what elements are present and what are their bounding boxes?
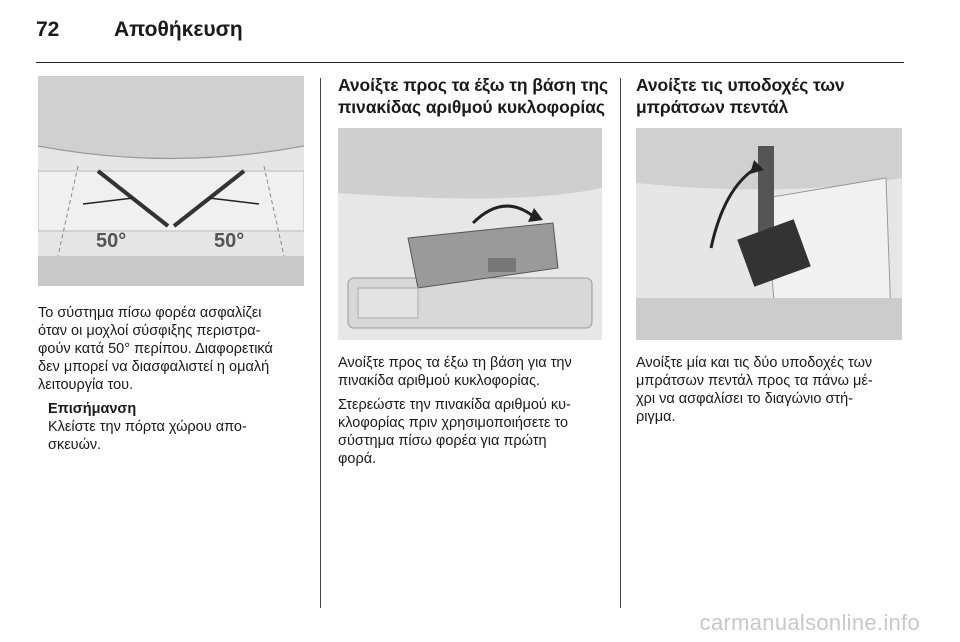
header-rule	[36, 62, 904, 63]
column-3-heading-wrap	[636, 74, 908, 118]
column-divider-1	[320, 78, 321, 608]
column-2-text	[338, 354, 610, 474]
figure-license-plate-bracket	[338, 128, 602, 340]
page-header	[36, 18, 243, 48]
note-text: Κλείστε την πόρτα χώρου απο- σκευών.	[48, 419, 247, 453]
col2-paragraph-1: Ανοίξτε προς τα έξω τη βάση για την πινακίδα αριθμού κυκλοφορίας.	[338, 355, 572, 389]
column-1-text	[38, 304, 310, 454]
note-box	[38, 400, 310, 454]
column-3-text	[636, 354, 908, 432]
angle-label-right: 50°	[214, 230, 245, 252]
angle-label-left: 50°	[96, 230, 127, 252]
column-divider-2	[620, 78, 621, 608]
col2-heading: Ανοίξτε προς τα έξω τη βάση της πινακίδας αριθμού κυκλοφορίας	[338, 75, 609, 117]
column-2-heading-wrap	[338, 74, 610, 118]
col2-paragraph-2: Στερεώστε την πινακίδα αριθμού κυ- κλοφορίας πριν χρησιμοποιήσετε το σύστημα πίσω φορέα για πρώτη φορά.	[338, 397, 571, 467]
figure-pedal-arm-holders	[636, 128, 902, 340]
col3-paragraph: Ανοίξτε μία και τις δύο υποδοχές των μπράτσων πεντάλ προς τα πάνω μέ- χρι να ασφαλίσει το διαγώνιο στή- ριγμα.	[636, 355, 873, 425]
note-title: Επισήμανση	[48, 401, 137, 417]
figure-carrier-levers	[38, 76, 304, 286]
col1-paragraph: Το σύστημα πίσω φορέα ασφαλίζει όταν οι μοχλοί σύσφιξης περιστρα- φούν κατά 50° περίπου. Διαφορετικά δεν μπορεί να διασφαλιστεί η ομαλή λειτουργία του.	[38, 305, 273, 393]
carrier-levers-illustration	[38, 76, 304, 286]
page-number: 72	[36, 18, 60, 41]
page-title: Αποθήκευση	[114, 18, 243, 41]
col3-heading: Ανοίξτε τις υποδοχές των μπράτσων πεντάλ	[636, 75, 845, 117]
license-plate-bracket-illustration	[338, 128, 602, 340]
pedal-arm-holders-illustration	[636, 128, 902, 340]
watermark: carmanualsonline.info	[699, 610, 920, 635]
